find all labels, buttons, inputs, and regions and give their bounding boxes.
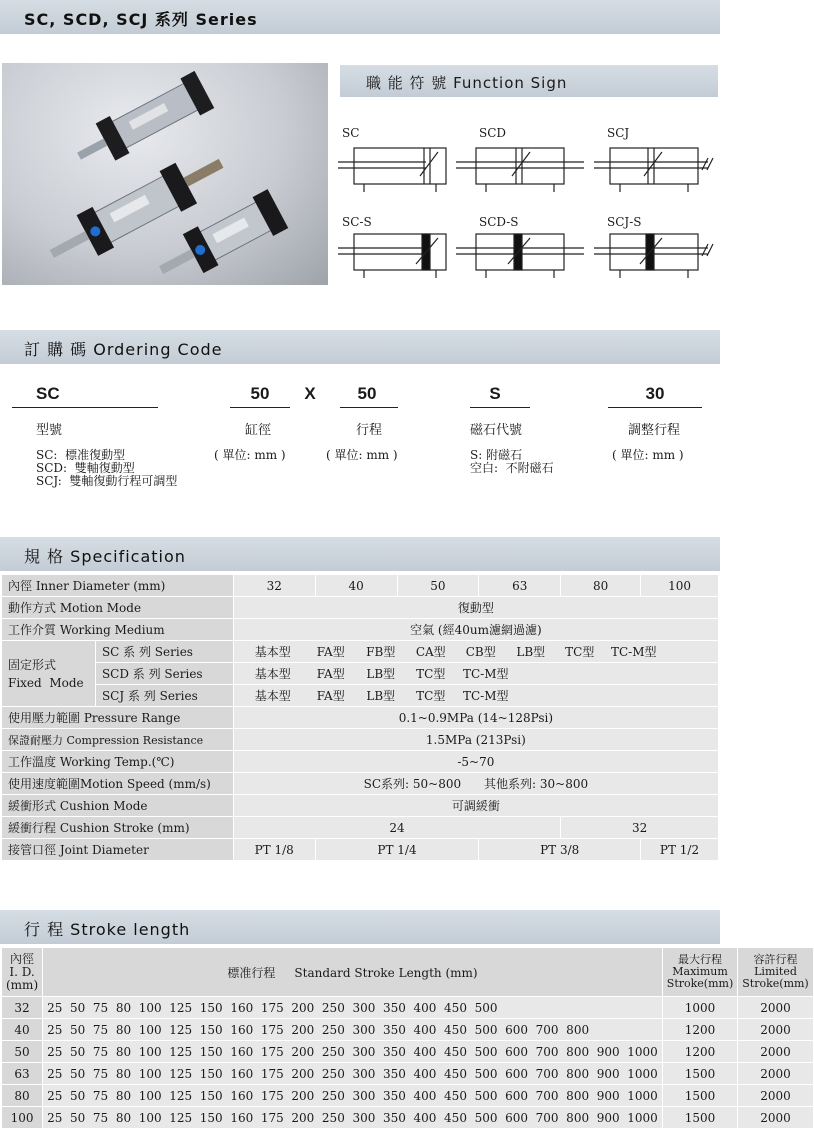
bore-value: 40 (315, 575, 397, 597)
symbol-label-scj-s: SCJ-S (607, 215, 642, 229)
code-stroke: 50 (357, 384, 377, 403)
row-strokes: 25 50 75 80 100 125 150 160 175 200 250 300 350 400 450 500 600 700 800 900 1000 (43, 1107, 663, 1129)
motion-speed-value: SC系列: 50~800 其他系列: 30~800 (233, 773, 718, 795)
fixed-types-sc: 基本型 FA型 FB型 CA型 CB型 LB型 TC型 TC-M型 (233, 641, 718, 663)
row-limited-stroke: 2000 (738, 1085, 813, 1107)
table-row (2, 751, 719, 773)
code-model-label: 型號 (36, 423, 63, 438)
scj-s-symbol-icon (594, 234, 713, 278)
code-stroke-label: 行程 (356, 423, 383, 438)
sc-symbol-icon (338, 148, 446, 192)
table-row (2, 663, 719, 685)
table-row (2, 707, 719, 729)
code-model-line (12, 407, 158, 408)
cushion-stroke-value: 32 (561, 817, 719, 839)
code-model: SC (36, 384, 60, 403)
bore-value: 80 (561, 575, 641, 597)
row-strokes: 25 50 75 80 100 125 150 160 175 200 250 300 350 400 450 500 600 700 800 900 1000 (43, 1063, 663, 1085)
row-max-stroke: 1500 (662, 1085, 737, 1107)
bore-value: 63 (479, 575, 561, 597)
joint-diameter-label: 接管口徑 Joint Diameter (2, 839, 234, 861)
row-bore: 50 (2, 1041, 43, 1063)
col-bore-header: 內徑 I. D. (mm) (2, 948, 43, 997)
function-sign-title: 職 能 符 號 Function Sign (366, 74, 568, 92)
table-row (2, 1019, 814, 1041)
code-bore-label: 缸徑 (245, 423, 272, 438)
working-temp-label: 工作溫度 Working Temp.(℃) (2, 751, 234, 773)
bore-value: 32 (233, 575, 315, 597)
row-limited-stroke: 2000 (738, 1107, 813, 1129)
cushion-mode-value: 可調緩衝 (233, 795, 718, 817)
model-notes: SC: 標准復動型 SCD: 雙軸復動型 SCJ: 雙軸復動行程可調型 (36, 448, 178, 488)
stroke-length-title: 行 程 Stroke length (24, 920, 191, 939)
row-bore: 100 (2, 1107, 43, 1129)
stroke-table (1, 947, 814, 1129)
table-row (2, 839, 719, 861)
row-bore: 63 (2, 1063, 43, 1085)
row-strokes: 25 50 75 80 100 125 150 160 175 200 250 300 350 400 450 500 600 700 800 900 1000 (43, 1085, 663, 1107)
product-photo (2, 63, 328, 285)
table-row (2, 1063, 814, 1085)
bore-label: 內徑 Inner Diameter (mm) (2, 575, 234, 597)
stroke-unit-note: ( 單位: mm ) (326, 448, 398, 462)
col-limited-stroke-header: 容許行程 Limited Stroke(mm) (738, 948, 813, 997)
row-limited-stroke: 2000 (738, 1041, 813, 1063)
code-magnet-line (470, 407, 530, 408)
cushion-stroke-label: 緩衝行程 Cushion Stroke (mm) (2, 817, 234, 839)
code-magnet: S (489, 384, 501, 403)
page-title: SC, SCD, SCJ 系列 Series (24, 10, 258, 29)
joint-diameter-value: PT 3/8 (479, 839, 641, 861)
fixed-types-scd: 基本型 FA型 LB型 TC型 TC-M型 (233, 663, 718, 685)
specification-bar (0, 537, 720, 571)
row-bore: 40 (2, 1019, 43, 1041)
row-max-stroke: 1200 (662, 1019, 737, 1041)
table-row (2, 641, 719, 663)
function-sign-bar (340, 65, 718, 97)
symbol-label-scd-s: SCD-S (479, 215, 519, 229)
function-sign-diagrams (336, 140, 720, 280)
symbol-label-sc: SC (342, 126, 360, 140)
row-strokes: 25 50 75 80 100 125 150 160 175 200 250 300 350 400 450 500 (43, 997, 663, 1019)
symbol-label-scj: SCJ (607, 126, 630, 140)
fixed-series-label: SCJ 系 列 Series (95, 685, 233, 707)
motion-speed-label: 使用速度範圍Motion Speed (mm/s) (2, 773, 234, 795)
col-standard-stroke-header: 標准行程 Standard Stroke Length (mm) (43, 948, 663, 997)
motion-mode-label: 動作方式 Motion Mode (2, 597, 234, 619)
row-strokes: 25 50 75 80 100 125 150 160 175 200 250 300 350 400 450 500 600 700 800 (43, 1019, 663, 1041)
code-bore: 50 (250, 384, 270, 403)
code-bore-line (230, 407, 290, 408)
row-max-stroke: 1200 (662, 1041, 737, 1063)
code-separator: X (304, 384, 316, 403)
cushion-stroke-value: 24 (233, 817, 560, 839)
symbol-label-scd: SCD (479, 126, 507, 140)
fixed-series-label: SCD 系 列 Series (95, 663, 233, 685)
table-row (2, 795, 719, 817)
bore-value: 100 (641, 575, 719, 597)
table-row (2, 1107, 814, 1129)
row-limited-stroke: 2000 (738, 1019, 813, 1041)
scj-symbol-icon (594, 148, 713, 192)
fixed-mode-label: 固定形式 Fixed Mode (2, 641, 96, 707)
table-row (2, 619, 719, 641)
adjust-unit-note: ( 單位: mm ) (612, 448, 684, 462)
code-adjust-label: 調整行程 (628, 423, 681, 438)
proof-pressure-label: 保證耐壓力 Compression Resistance (2, 729, 234, 751)
symbol-label-sc-s: SC-S (342, 215, 372, 229)
scd-s-symbol-icon (456, 234, 584, 278)
joint-diameter-value: PT 1/4 (315, 839, 479, 861)
working-medium-value: 空氣 (經40um濾網過濾) (233, 619, 718, 641)
pressure-range-value: 0.1~0.9MPa (14~128Psi) (233, 707, 718, 729)
proof-pressure-value: 1.5MPa (213Psi) (233, 729, 718, 751)
bore-value: 50 (397, 575, 479, 597)
motion-mode-value: 復動型 (233, 597, 718, 619)
sc-s-symbol-icon (338, 234, 446, 278)
table-row (2, 773, 719, 795)
table-row (2, 1085, 814, 1107)
bore-unit-note: ( 單位: mm ) (214, 448, 286, 462)
code-adjust-line (608, 407, 702, 408)
code-adjust: 30 (645, 384, 665, 403)
cushion-mode-label: 緩衝形式 Cushion Mode (2, 795, 234, 817)
table-row (2, 597, 719, 619)
fixed-types-scj: 基本型 FA型 LB型 TC型 TC-M型 (233, 685, 718, 707)
table-header-row (2, 948, 814, 997)
scd-symbol-icon (456, 148, 584, 192)
fixed-series-label: SC 系 列 Series (95, 641, 233, 663)
row-limited-stroke: 2000 (738, 997, 813, 1019)
row-max-stroke: 1500 (662, 1107, 737, 1129)
col-max-stroke-header: 最大行程 Maximum Stroke(mm) (662, 948, 737, 997)
stroke-length-bar (0, 910, 720, 944)
table-row (2, 685, 719, 707)
table-row (2, 575, 719, 597)
row-max-stroke: 1500 (662, 1063, 737, 1085)
specification-title: 規 格 Specification (24, 547, 186, 566)
pressure-range-label: 使用壓力範圍 Pressure Range (2, 707, 234, 729)
table-row (2, 997, 814, 1019)
code-stroke-line (340, 407, 398, 408)
ordering-code-title: 訂 購 碼 Ordering Code (24, 340, 223, 359)
row-bore: 32 (2, 997, 43, 1019)
code-magnet-label: 磁石代號 (470, 423, 523, 438)
magnet-notes: S: 附磁石 空白: 不附磁石 (470, 448, 554, 475)
ordering-code-bar (0, 330, 720, 364)
specification-table (1, 574, 719, 861)
row-bore: 80 (2, 1085, 43, 1107)
table-row (2, 729, 719, 751)
table-row (2, 817, 719, 839)
row-limited-stroke: 2000 (738, 1063, 813, 1085)
joint-diameter-value: PT 1/2 (641, 839, 719, 861)
joint-diameter-value: PT 1/8 (233, 839, 315, 861)
header-bar (0, 0, 720, 34)
working-temp-value: -5~70 (233, 751, 718, 773)
row-max-stroke: 1000 (662, 997, 737, 1019)
table-row (2, 1041, 814, 1063)
row-strokes: 25 50 75 80 100 125 150 160 175 200 250 300 350 400 450 500 600 700 800 900 1000 (43, 1041, 663, 1063)
working-medium-label: 工作介質 Working Medium (2, 619, 234, 641)
